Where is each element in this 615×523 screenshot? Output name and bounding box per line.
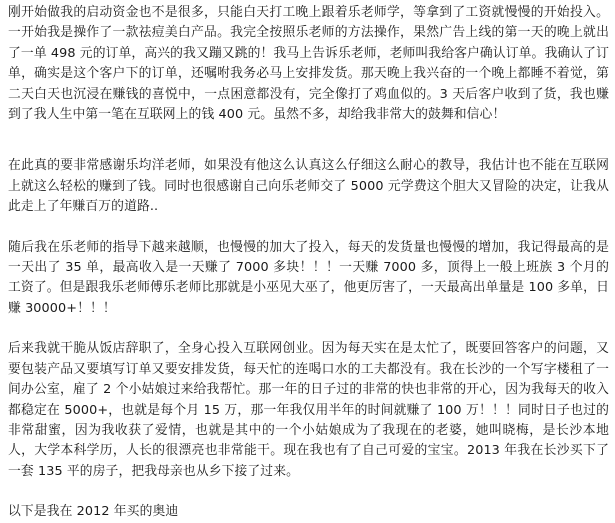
paragraph-startup-capital: 刚开始做我的启动资金也不是很多，只能白天打工晚上跟着乐老师学，等拿到了工资就慢慢的开始投入。一开始我是操作了一款祛痘美白产品。我完全按照乐老师的方法操作，果然广告上线的第一天的晚上就出了一单 498 元的订单，高兴的我又蹦又跳的！我马上告诉乐老师，老师叫我给客户确认订单。我确认了订单，确实是这个客户下的订单，还嘱咐我务必马上安排发货。那天晚上我兴奋的一个晚上都睡不着觉，第二天白天也沉浸在赚钱的喜悦中，一点困意都没有，完全像打了鸡血似的。3 天后客户收到了货，我也赚到了我人生中第一笔在互联网上的钱 400 元。虽然不多，却给我非常大的鼓舞和信心！ <box>8 5 609 123</box>
paragraph-growth: 随后我在乐老师的指导下越来越顺，也慢慢的加大了投入，每天的发货量也慢慢的增加，我记得最高的是一天出了 35 单，最高收入是一天赚了 7000 多块！！！一天赚 7000 多，顶得上一般上班族 3 个月的工资了。但是跟我乐老师傅乐老师比那就是小巫见大巫了，他更厉害了，一天最高出单量是 100 多单，日赚 30000+！！！ <box>8 239 609 316</box>
paragraph-full-time: 后来我就干脆从饭店辞职了，全身心投入互联网创业。因为每天实在是太忙了，既要回答客户的问题，又要包装产品又要填写订单又要安排发货，每天忙的连喝口水的工夫都没有。我在长沙的一个写字楼租了一间办公室，雇了 2 个小姑娘过来给我帮忙。那一年的日子过的非常的快也非常的开心，因为我每天的收入都稳定在 5000+，也就是每个月 15 万，那一年我仅用半年的时间就赚了 100 万！！！同时日子也过的非常甜蜜，因为我收获了爱情，也就是其中的一个小姑娘成为了我现在的老婆，她叫晓梅，是长沙本地人，大学本科学历，人长的很漂亮也非常能干。现在我也有了自己可爱的宝宝。2013 年我在长沙买下了一套 135 平的房子，把我母亲也从乡下接了过来。 <box>8 341 609 479</box>
paragraph-thanks-teacher: 在此真的要非常感谢乐均洋老师，如果没有他这么认真这么仔细这么耐心的教导，我估计也不能在互联网上就这么轻松的赚到了钱。同时也很感谢自己向乐老师交了 5000 元学费这个胆大又冒险的决定，让我从此走上了年赚百万的道路.. <box>8 158 609 215</box>
paragraph-audi-caption: 以下是我在 2012 年买的奥迪 <box>8 504 179 520</box>
